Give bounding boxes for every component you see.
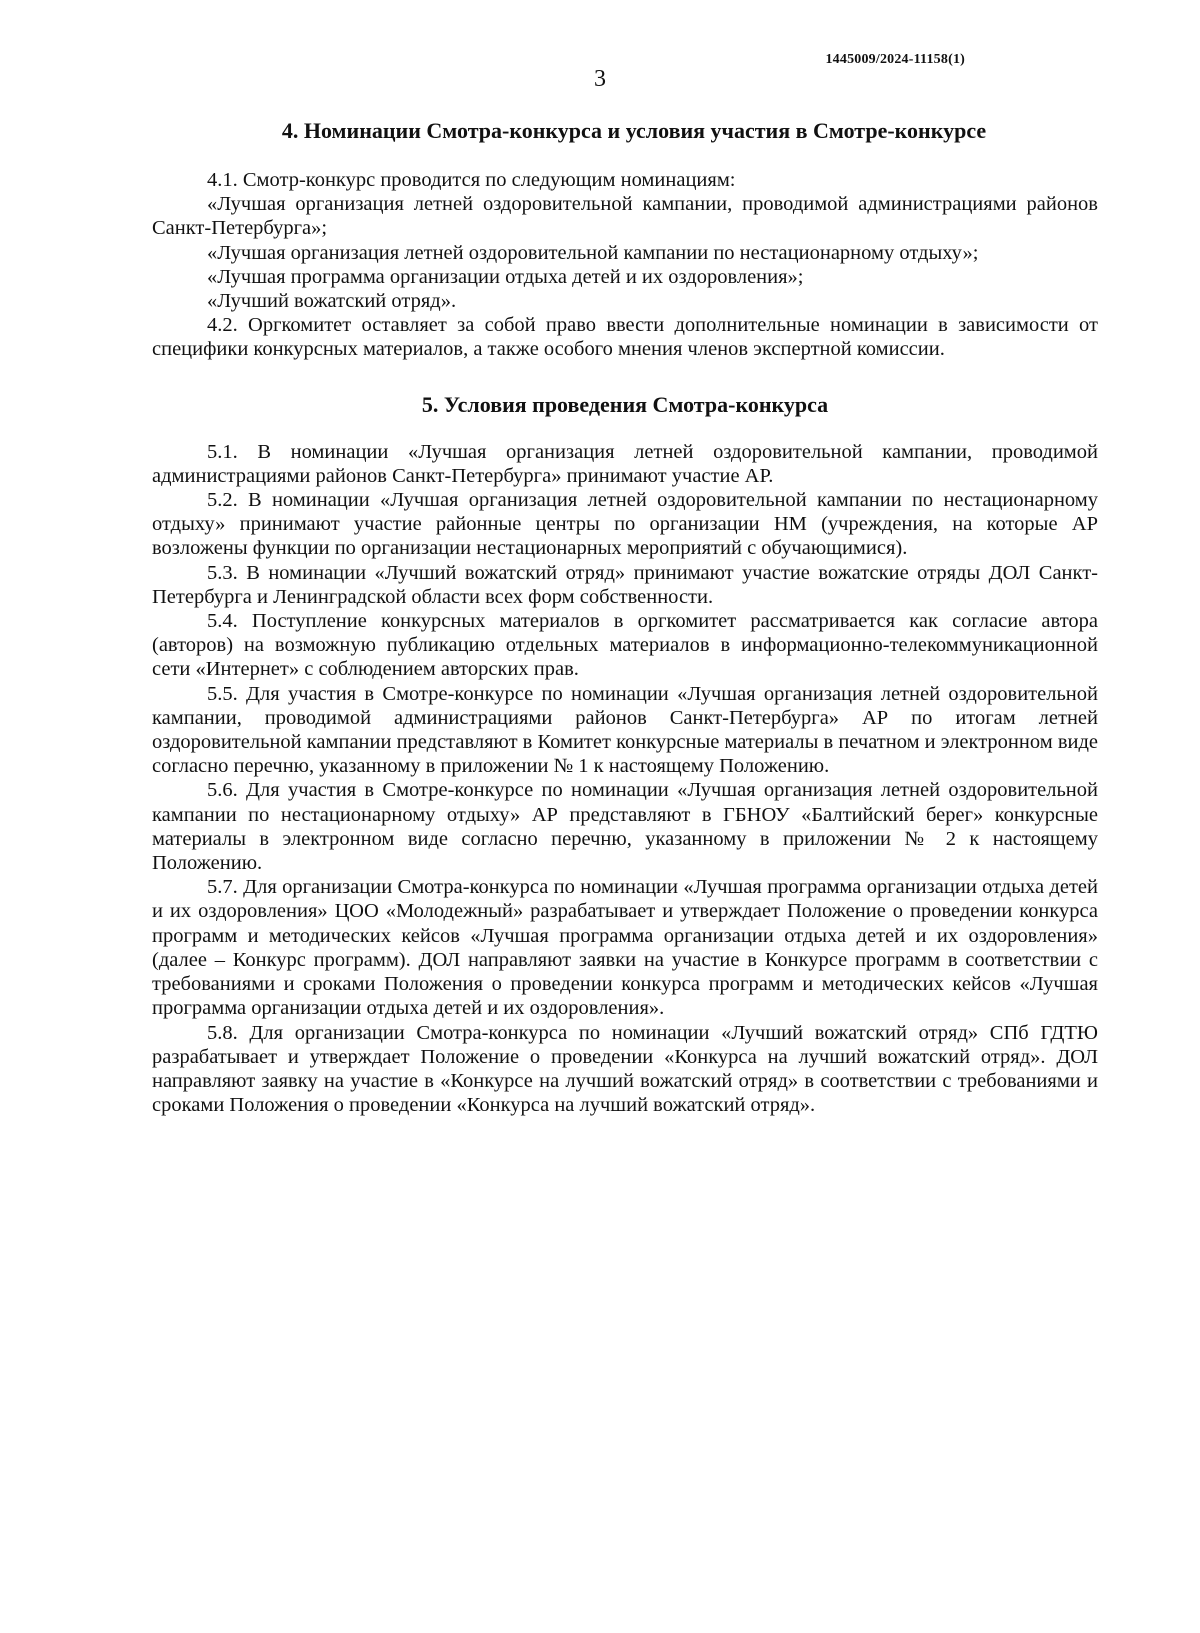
- nomination-item-1: «Лучшая организация летней оздоровительной кампании, проводимой администрациями районов Санкт-Петербурга»;: [152, 193, 1098, 240]
- paragraph-5-3: 5.3. В номинации «Лучший вожатский отряд» принимают участие вожатские отряды ДОЛ Санкт-Петербурга и Ленинградской области всех форм собственности.: [152, 561, 1098, 608]
- paragraph-4-2: 4.2. Оргкомитет оставляет за собой право ввести дополнительные номинации в зависимости от специфики конкурсных материалов, а также особого мнения членов экспертной комиссии.: [152, 314, 1098, 361]
- page-number: 3: [594, 66, 606, 92]
- paragraph-5-7: 5.7. Для организации Смотра-конкурса по номинации «Лучшая программа организации отдыха детей и их оздоровления» ЦОО «Молодежный» разрабатывает и утверждает Положение о проведении конкурса программ и методических кейсов «Лучшая программа организации отдыха детей и их оздоровления» (далее – Конкурс программ). ДОЛ направляют заявки на участие в Конкурсе программ в соответствии с требованиями и сроками Положения о проведении конкурса программ и методических кейсов «Лучшая программа организации отдыха детей и их оздоровления».: [152, 876, 1098, 1020]
- paragraph-5-5: 5.5. Для участия в Смотре-конкурсе по номинации «Лучшая организация летней оздоровительной кампании, проводимой администрациями районов Санкт-Петербурга» АР по итогам летней оздоровительной кампании представляют в Комитет конкурсные материалы в печатном и электронном виде согласно перечню, указанному в приложении № 1 к настоящему Положению.: [152, 682, 1098, 778]
- nomination-item-3: «Лучшая программа организации отдыха детей и их оздоровления»;: [207, 265, 804, 288]
- nomination-item-2: «Лучшая организация летней оздоровительной кампании по нестационарному отдыху»;: [207, 241, 979, 264]
- document-registration-number: 1445009/2024-11158(1): [825, 52, 965, 67]
- section-5-heading: 5. Условия проведения Смотра-конкурса: [421, 391, 829, 417]
- nomination-item-4: «Лучший вожатский отряд».: [207, 290, 457, 313]
- paragraph-5-1: 5.1. В номинации «Лучшая организация летней оздоровительной кампании, проводимой администрациями районов Санкт-Петербурга» принимают участие АР.: [152, 440, 1098, 487]
- paragraph-5-4: 5.4. Поступление конкурсных материалов в оргкомитет рассматривается как согласие автора (авторов) на возможную публикацию отдельных материалов в информационно-телекоммуникационной сети «Интернет» с соблюдением авторских прав.: [152, 610, 1098, 681]
- document-body: [152, 116, 1098, 1117]
- section-4-heading: 4. Номинации Смотра-конкурса и условия участия в Смотре-конкурсе: [281, 118, 987, 143]
- paragraph-5-8: 5.8. Для организации Смотра-конкурса по номинации «Лучший вожатский отряд» СПб ГДТЮ разрабатывает и утверждает Положение о проведении «Конкурса на лучший вожатский отряд». ДОЛ направляют заявку на участие в «Конкурсе на лучший вожатский отряд» в соответствии с требованиями и сроками Положения о проведении «Конкурса на лучший вожатский отряд».: [152, 1021, 1098, 1117]
- paragraph-4-1: 4.1. Смотр-конкурс проводится по следующим номинациям:: [207, 169, 736, 191]
- paragraph-5-2: 5.2. В номинации «Лучшая организация летней оздоровительной кампании по нестационарному отдыху» принимают участие районные центры по организации НМ (учреждения, на которые АР возложены функции по организации нестационарных мероприятий с обучающимися).: [152, 489, 1098, 560]
- paragraph-5-6: 5.6. Для участия в Смотре-конкурсе по номинации «Лучшая организация летней оздоровительной кампании по нестационарному отдыху» АР представляют в ГБНОУ «Балтийский берег» конкурсные материалы в электронном виде согласно перечню, указанному в приложении № 2 к настоящему Положению.: [152, 779, 1098, 875]
